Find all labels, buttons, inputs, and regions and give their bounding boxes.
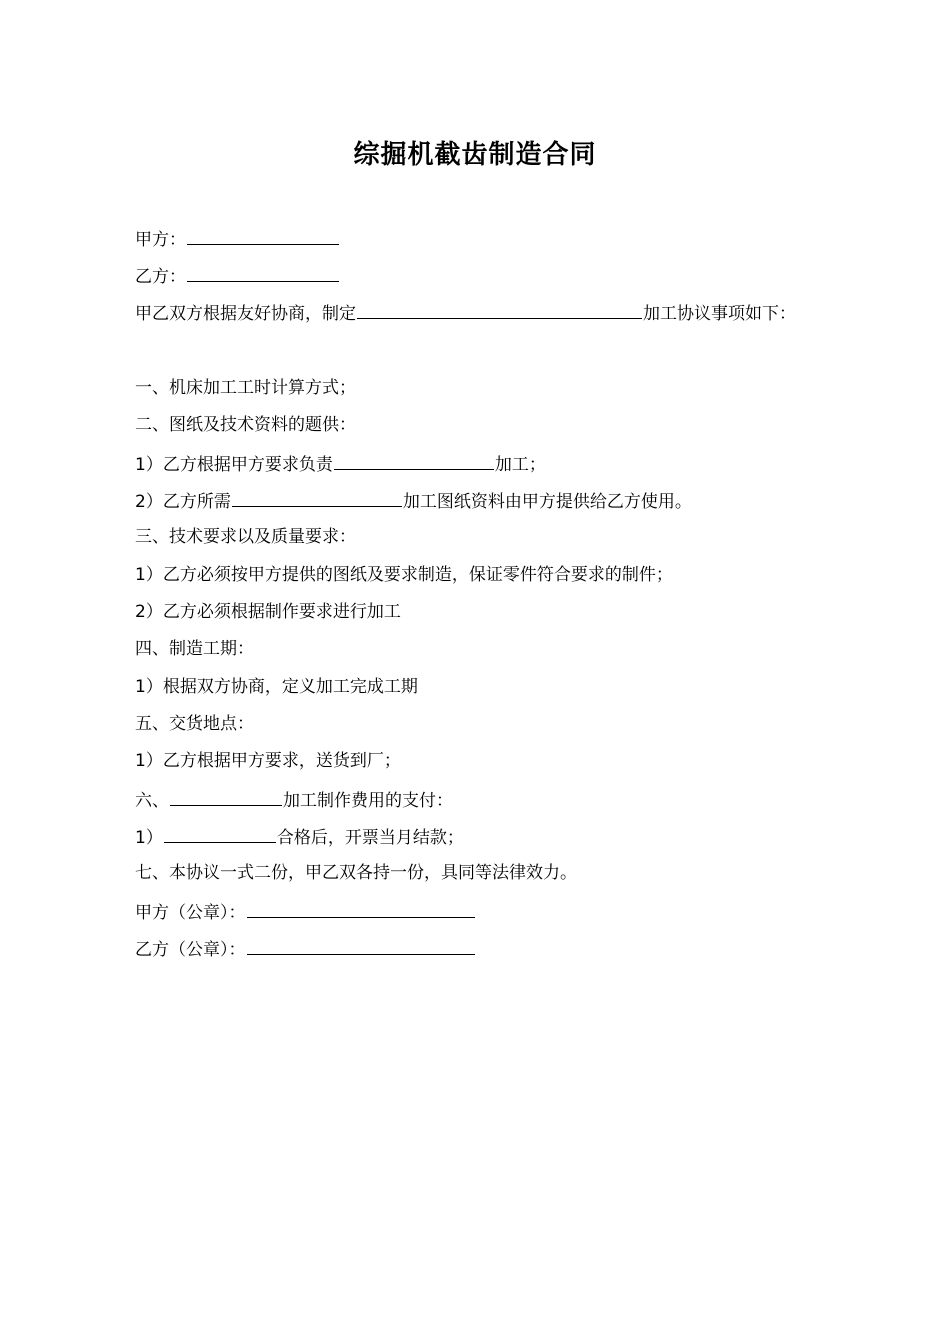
section-6-before: 六、: [135, 791, 169, 811]
signature-b-label: 乙方（公章）：: [135, 940, 246, 960]
intro-after: 加工协议事项如下：: [643, 304, 796, 324]
signature-b-line: [135, 936, 476, 962]
party-a-blank: [187, 226, 339, 245]
section-4-item-1: 1）根据双方协商，定义加工完成工期: [135, 677, 418, 697]
section-2-item-1: [135, 451, 546, 477]
section-3: 三、技术要求以及质量要求：: [135, 527, 356, 547]
intro-line: [135, 300, 796, 326]
section-5: 五、交货地点：: [135, 714, 254, 734]
section-2: 二、图纸及技术资料的题供：: [135, 415, 356, 435]
section-6-item-1: [135, 824, 464, 850]
intro-before: 甲乙双方根据友好协商，制定: [135, 304, 356, 324]
intro-blank: [357, 300, 642, 319]
signature-b-blank: [247, 936, 475, 955]
section-3-item-2: 2）乙方必须根据制作要求进行加工: [135, 602, 401, 622]
section-2-item-1-before: 1）乙方根据甲方要求负责: [135, 455, 333, 475]
signature-a-label: 甲方（公章）：: [135, 903, 246, 923]
section-3-item-1: 1）乙方必须按甲方提供的图纸及要求制造，保证零件符合要求的制件；: [135, 565, 673, 585]
section-2-item-2-blank: [232, 488, 402, 507]
section-2-item-1-after: 加工；: [494, 455, 546, 475]
section-2-item-2-after: 加工图纸资料由甲方提供给乙方使用。: [402, 492, 692, 512]
section-5-item-1: 1）乙方根据甲方要求，送货到厂；: [135, 751, 401, 771]
signature-a-line: [135, 899, 476, 925]
party-a-label: 甲方：: [135, 230, 186, 250]
signature-a-blank: [247, 899, 475, 918]
section-1: 一、机床加工工时计算方式；: [135, 378, 356, 398]
party-b-line: [135, 263, 340, 289]
section-6-blank: [170, 787, 282, 806]
section-4: 四、制造工期：: [135, 639, 254, 659]
section-6-after: 加工制作费用的支付：: [283, 791, 453, 811]
section-6-item-1-blank: [164, 824, 276, 843]
section-6: [135, 787, 453, 813]
party-b-label: 乙方：: [135, 267, 186, 287]
section-7: 七、本协议一式二份，甲乙双各持一份，具同等法律效力。: [135, 863, 577, 883]
section-2-item-2-before: 2）乙方所需: [135, 492, 231, 512]
party-a-line: [135, 226, 340, 252]
section-2-item-1-blank: [334, 451, 494, 470]
section-6-item-1-before: 1）: [135, 828, 163, 848]
section-2-item-2: [135, 488, 692, 514]
section-6-item-1-after: 合格后，开票当月结款；: [276, 828, 464, 848]
party-b-blank: [187, 263, 339, 282]
document-title: 综掘机截齿制造合同: [353, 140, 597, 170]
